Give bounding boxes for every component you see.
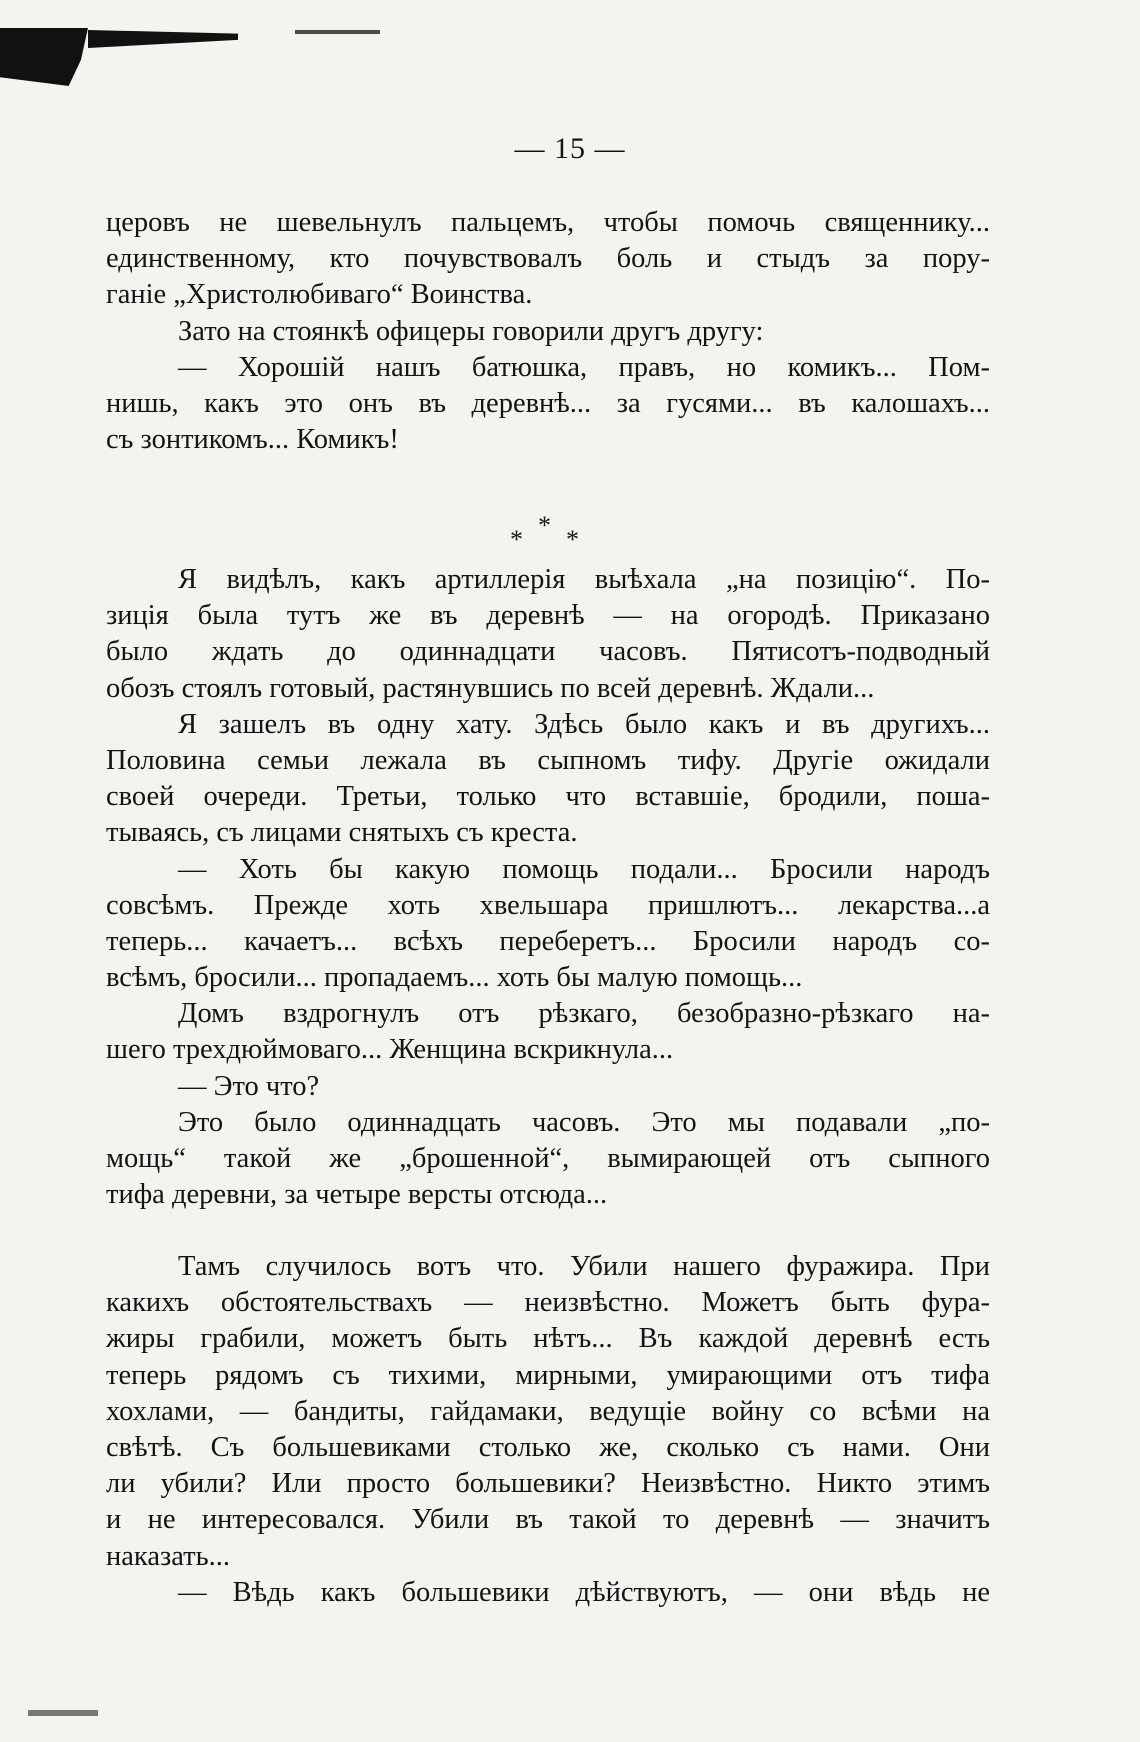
text-line: хохлами, — бандиты, гайдамаки, ведущіе войну со всѣми на — [106, 1395, 990, 1427]
asterism-star-left: * — [510, 525, 523, 554]
paragraph-block-top — [106, 205, 990, 458]
text-line: теперь рядомъ съ тихими, мирными, умирающими отъ тифа — [106, 1359, 990, 1391]
text-line: — Хорошій нашъ батюшка, правъ, но комикъ... Пом- — [178, 351, 990, 383]
page-number: — 15 — — [514, 132, 626, 165]
text-line: — Это что? — [178, 1070, 320, 1102]
text-line: было ждать до одиннадцати часовъ. Пятисотъ-подводный — [106, 636, 990, 668]
scan-artifact-speck — [295, 30, 380, 34]
scan-artifact-stroke — [88, 30, 238, 48]
text-line: ли убили? Или просто большевики? Неизвѣстно. Никто этимъ — [106, 1468, 990, 1500]
text-line: съ зонтикомъ... Комикъ! — [106, 424, 399, 456]
text-line: наказать... — [106, 1540, 230, 1572]
text-line: тываясь, съ лицами снятыхъ съ креста. — [106, 817, 578, 849]
text-line: обозъ стоялъ готовый, растянувшись по всей деревнѣ. Ждали... — [106, 672, 875, 704]
paragraph-block-bottom — [106, 1249, 990, 1611]
text-line: какихъ обстоятельствахъ — неизвѣстно. Можетъ быть фура- — [106, 1287, 990, 1319]
text-line: совсѣмъ. Прежде хоть хвельшара пришлютъ... лекарства...а — [106, 889, 990, 921]
text-line: Тамъ случилось вотъ что. Убили нашего фуражира. При — [178, 1251, 990, 1282]
text-line: церовъ не шевельнулъ пальцемъ, чтобы помочь священнику... — [106, 207, 990, 238]
asterism-star-top: * — [538, 511, 551, 540]
text-line: Я видѣлъ, какъ артиллерія выѣхала „на позицію“. По- — [178, 564, 990, 595]
text-line: и не интересовался. Убили въ такой то деревнѣ — значитъ — [106, 1504, 990, 1536]
text-line: своей очереди. Третьи, только что вставшіе, бродили, поша- — [106, 781, 990, 813]
text-line: Я зашелъ въ одну хату. Здѣсь было какъ и въ другихъ... — [178, 708, 990, 740]
text-line: ганіе „Христолюбиваго“ Воинства. — [106, 279, 533, 311]
text-line: теперь... качаетъ... всѣхъ переберетъ... Бросили народъ со- — [106, 925, 990, 957]
text-line: жиры грабили, можетъ быть нѣтъ... Въ каждой деревнѣ есть — [106, 1323, 990, 1355]
text-line: свѣтѣ. Съ большевиками столько же, сколько съ нами. Они — [106, 1431, 990, 1463]
text-line: шего трехдюймоваго... Женщина вскрикнула... — [106, 1034, 674, 1066]
text-line: Зато на стоянкѣ офицеры говорили другъ другу: — [178, 315, 764, 347]
text-line: всѣмъ, бросили... пропадаемъ... хоть бы малую помощь... — [106, 962, 803, 994]
paragraph-block-middle — [106, 562, 990, 1213]
text-line: — Вѣдь какъ большевики дѣйствуютъ, — они вѣдь не — [178, 1576, 990, 1608]
scan-artifact-bottom — [28, 1710, 98, 1716]
scan-artifact-corner — [0, 28, 88, 86]
text-line: — Хоть бы какую помощь подали... Бросили народъ — [178, 853, 990, 885]
text-line: нишь, какъ это онъ въ деревнѣ... за гусями... въ калошахъ... — [106, 387, 990, 419]
text-line: зиція была тутъ же въ деревнѣ — на огородѣ. Приказано — [106, 600, 990, 632]
text-line: Домъ вздрогнулъ отъ рѣзкаго, безобразно-рѣзкаго на- — [178, 998, 990, 1030]
text-line: мощь“ такой же „брошенной“, вымирающей отъ сыпного — [106, 1143, 990, 1174]
asterism-star-right: * — [566, 525, 579, 554]
text-line: тифа деревни, за четыре версты отсюда... — [106, 1179, 608, 1211]
text-line: единственному, кто почувствовалъ боль и стыдъ за пору- — [106, 243, 990, 275]
text-line: Это было одиннадцать часовъ. Это мы подавали „по- — [178, 1106, 990, 1138]
text-line: Половина семьи лежала въ сыпномъ тифу. Другіе ожидали — [106, 744, 990, 776]
